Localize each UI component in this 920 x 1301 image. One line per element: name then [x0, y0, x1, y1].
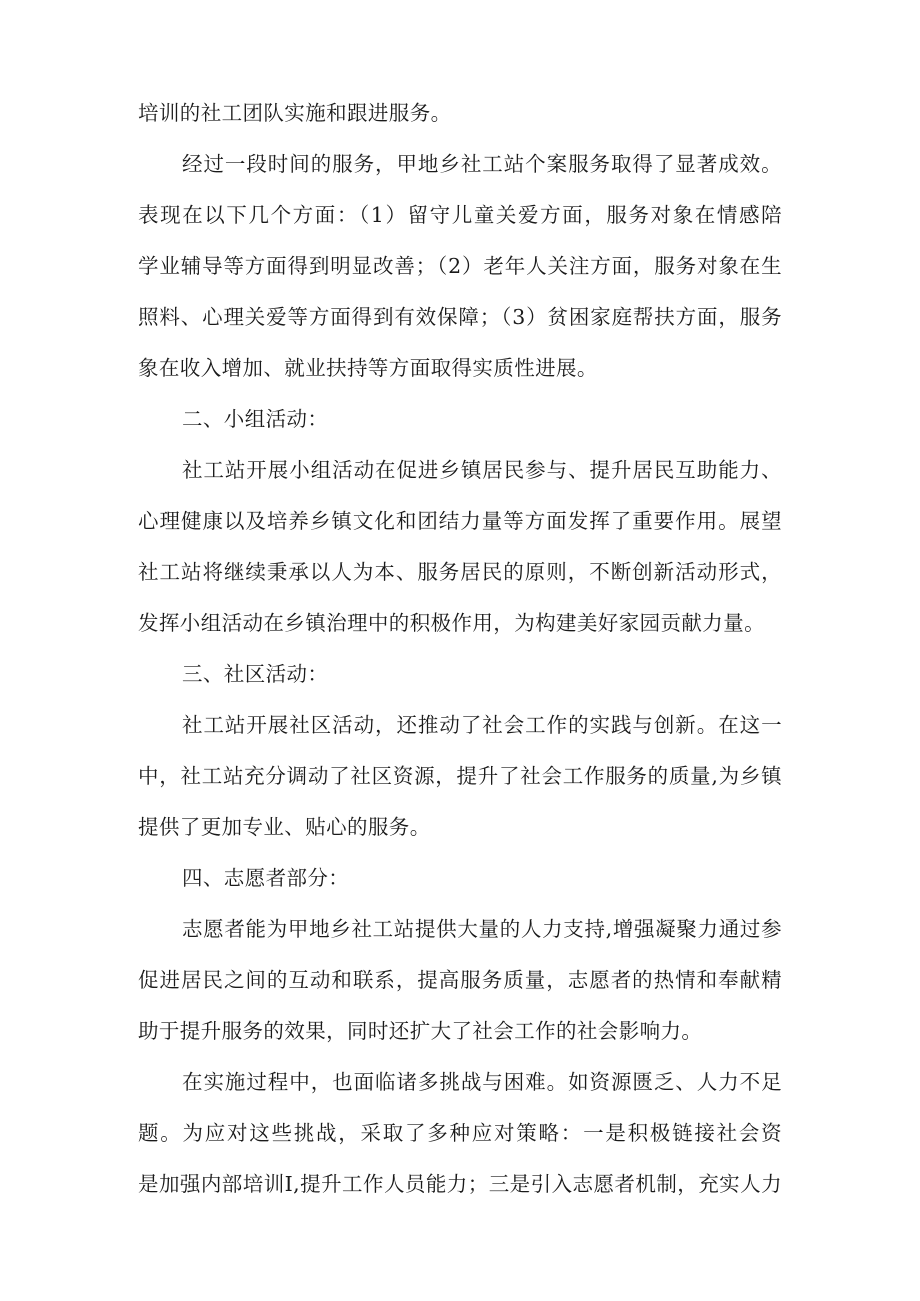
section-heading: 二、小组活动： — [182, 407, 329, 431]
text-line: 经过一段时间的服务，甲地乡社工站个案服务取得了显著成效。 — [182, 152, 782, 176]
text-line: 象在收入增加、就业扶持等方面取得实质性进展。 — [138, 356, 598, 380]
text-line: 社工站将继续秉承以人为本、服务居民的原则，不断创新活动形式， — [138, 560, 782, 584]
text-line: 照料、心理关爱等方面得到有效保障；（3）贫困家庭帮扶方面，服务 — [138, 305, 782, 329]
text-line: 助于提升服务的效果，同时还扩大了社会工作的社会影响力。 — [138, 1019, 703, 1043]
text-line: 社工站开展小组活动在促进乡镇居民参与、提升居民互助能力、 — [182, 458, 782, 482]
text-line: 社工站开展社区活动，还推动了社会工作的实践与创新。在这一 — [182, 713, 782, 737]
text-line: 是加强内部培训I,提升工作人员能力；三是引入志愿者机制，充实人力 — [138, 1172, 782, 1196]
text-line: 提供了更加专业、贴心的服务。 — [138, 815, 431, 839]
section-heading: 四、志愿者部分： — [182, 866, 350, 890]
text-line: 心理健康以及培养乡镇文化和团结力量等方面发挥了重要作用。展望 — [138, 509, 782, 533]
section-heading: 三、社区活动： — [182, 662, 329, 686]
text-line: 题。为应对这些挑战，采取了多种应对策略：一是积极链接社会资 — [138, 1121, 782, 1145]
text-line: 志愿者能为甲地乡社工站提供大量的人力支持,增强凝聚力通过参 — [182, 917, 782, 941]
text-line: 发挥小组活动在乡镇治理中的积极作用，为构建美好家园贡献力量。 — [138, 611, 765, 635]
text-line: 促进居民之间的互动和联系，提高服务质量，志愿者的热情和奉献精 — [138, 968, 782, 992]
text-line: 学业辅导等方面得到明显改善；（2）老年人关注方面，服务对象在生 — [138, 254, 782, 278]
text-line: 表现在以下几个方面：（1）留守儿童关爱方面，服务对象在情感陪 — [138, 203, 782, 227]
text-line: 在实施过程中，也面临诸多挑战与困难。如资源匮乏、人力不足 — [182, 1070, 782, 1094]
document-body — [138, 88, 782, 1210]
text-line: 培训的社工团队实施和跟进服务。 — [138, 101, 452, 125]
text-line: 中，社工站充分调动了社区资源，提升了社会工作服务的质量,为乡镇 — [138, 764, 782, 788]
